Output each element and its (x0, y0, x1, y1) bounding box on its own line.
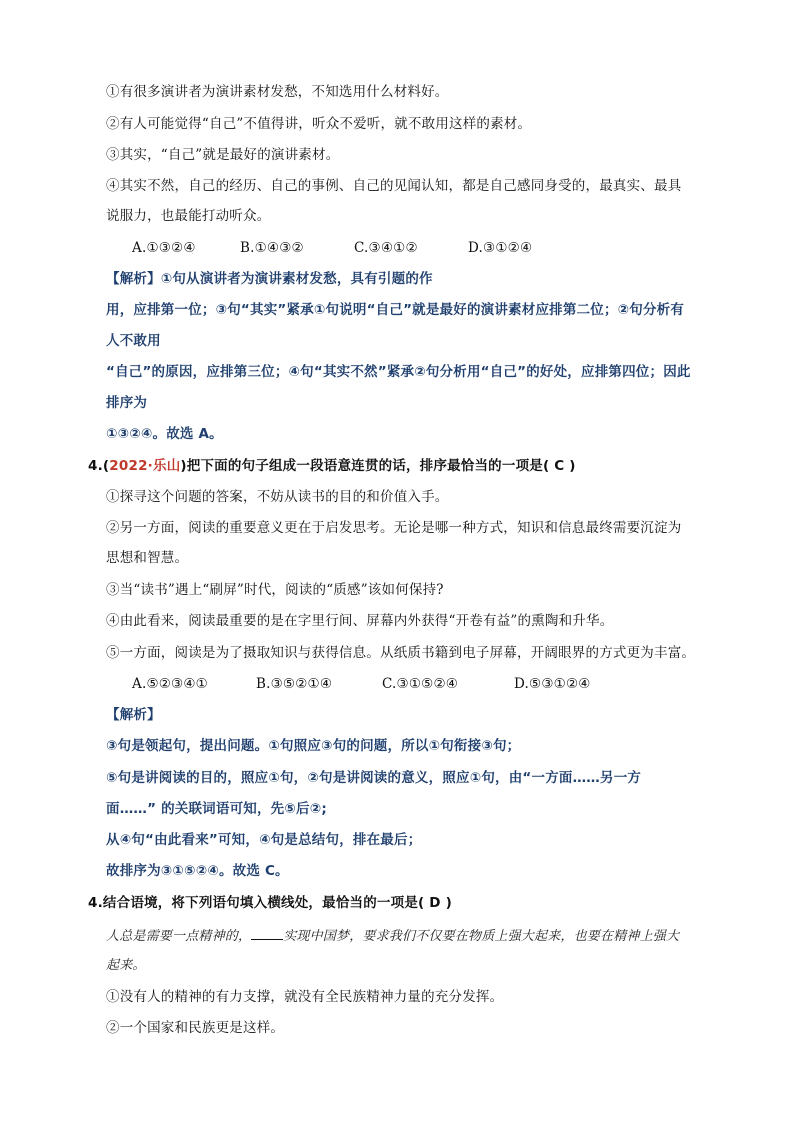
q3-option-d: D.③①②④ (468, 240, 533, 256)
q4a-item-3: ③当“读书”遇上“刷屏”时代，阅读的“质感”该如何保持? (106, 582, 444, 598)
q4b-blank (251, 925, 283, 940)
q4a-options (132, 674, 591, 694)
q4a-item-2-cont: 思想和智慧。 (106, 550, 189, 566)
q4a-analysis-line-3: 面……” 的关联词语可知，先⑤后②; (106, 801, 327, 817)
q4a-analysis-line-4: 从④句“由此看来”可知，④句是总结句，排在最后； (106, 832, 422, 848)
q4a-item-2: ②另一方面，阅读的重要意义更在于启发思考。无论是哪一种方式，知识和信息最终需要沉淀为 (106, 520, 682, 536)
q3-option-a: A.①③②④ (132, 240, 196, 256)
q3-options (132, 238, 532, 258)
q4a-analysis-label: 【解析】 (106, 707, 161, 723)
q4a-title-text: )把下面的句子组成一段语意连贯的话，排序最恰当的一项是( C ) (180, 458, 576, 474)
q3-item-4-cont: 说服力，也最能打动听众。 (106, 208, 271, 224)
q4b-passage-line-2: 起来。 (106, 958, 146, 973)
q4b-title: 4.结合语境，将下列语句填入横线处，最恰当的一项是( D ) (88, 895, 452, 911)
q3-item-3: ③其实，“自己”就是最好的演讲素材。 (106, 147, 340, 163)
q4b-passage-after: 实现中国梦，要求我们不仅要在物质上强大起来，也要在精神上强大 (283, 929, 680, 944)
q4a-analysis-line-1: ③句是领起句，提出问题。①句照应③句的问题，所以①句衔接③句； (106, 738, 521, 754)
q4a-item-5: ⑤一方面，阅读是为了摄取知识与获得信息。从纸质书籍到电子屏幕，开阔眼界的方式更为丰富。 (106, 645, 696, 661)
q4b-item-1: ①没有人的精神的有力支撑，就没有全民族精神力量的充分发挥。 (106, 989, 504, 1005)
q3-item-4: ④其实不然，自己的经历、自己的事例、自己的见闻认知，都是自己感同身受的，最真实、最具 (106, 178, 682, 194)
q4a-option-c: C.③①⑤②④ (382, 676, 459, 692)
q3-analysis-line-6: ①③②④。故选 A。 (106, 426, 223, 442)
q3-analysis-line-2: 用，应排第一位；③句“其实”紧承①句说明“自己”就是最好的演讲素材应排第二位；②句分析有 (106, 302, 685, 318)
q4a-option-a: A.⑤②③④① (132, 676, 208, 692)
q4a-analysis-line-5: 故排序为③①⑤②④。故选 C。 (106, 863, 289, 879)
q4b-passage-line-1 (106, 925, 679, 947)
q3-analysis-line-4: “自己”的原因，应排第三位；④句“其实不然”紧承②句分析用“自己”的好处，应排第四位；因此 (106, 364, 691, 380)
q4a-title (88, 456, 576, 476)
q4a-source: 2022·乐山 (109, 458, 181, 474)
q3-option-c: C.③④①② (354, 240, 418, 256)
q4b-passage-before: 人总是需要一点精神的， (106, 929, 252, 944)
q4a-option-b: B.③⑤②①④ (256, 676, 333, 692)
q4a-analysis-line-2: ⑤句是讲阅读的目的，照应①句，②句是讲阅读的意义，照应①句，由“一方面……另一方 (106, 770, 642, 786)
q3-analysis-line-3: 人不敢用 (106, 333, 161, 349)
q4b-item-2: ②一个国家和民族更是这样。 (106, 1020, 285, 1036)
q3-analysis-line-5: 排序为 (106, 395, 148, 411)
q4a-option-d: D.⑤③①②④ (514, 676, 591, 692)
q4a-item-1: ①探寻这个问题的答案，不妨从读书的目的和价值入手。 (106, 489, 449, 505)
q3-analysis-line-1: 【解析】①句从演讲者为演讲素材发愁，具有引题的作 (106, 271, 433, 287)
q3-option-b: B.①④③② (240, 240, 304, 256)
q4a-item-4: ④由此看来，阅读最重要的是在字里行间、屏幕内外获得“开卷有益”的熏陶和升华。 (106, 613, 614, 629)
q4a-number: 4.( (88, 458, 110, 474)
q3-item-2: ②有人可能觉得“自己”不值得讲，听众不爱听，就不敢用这样的素材。 (106, 116, 532, 132)
q3-item-1: ①有很多演讲者为演讲素材发愁，不知选用什么材料好。 (106, 84, 449, 100)
